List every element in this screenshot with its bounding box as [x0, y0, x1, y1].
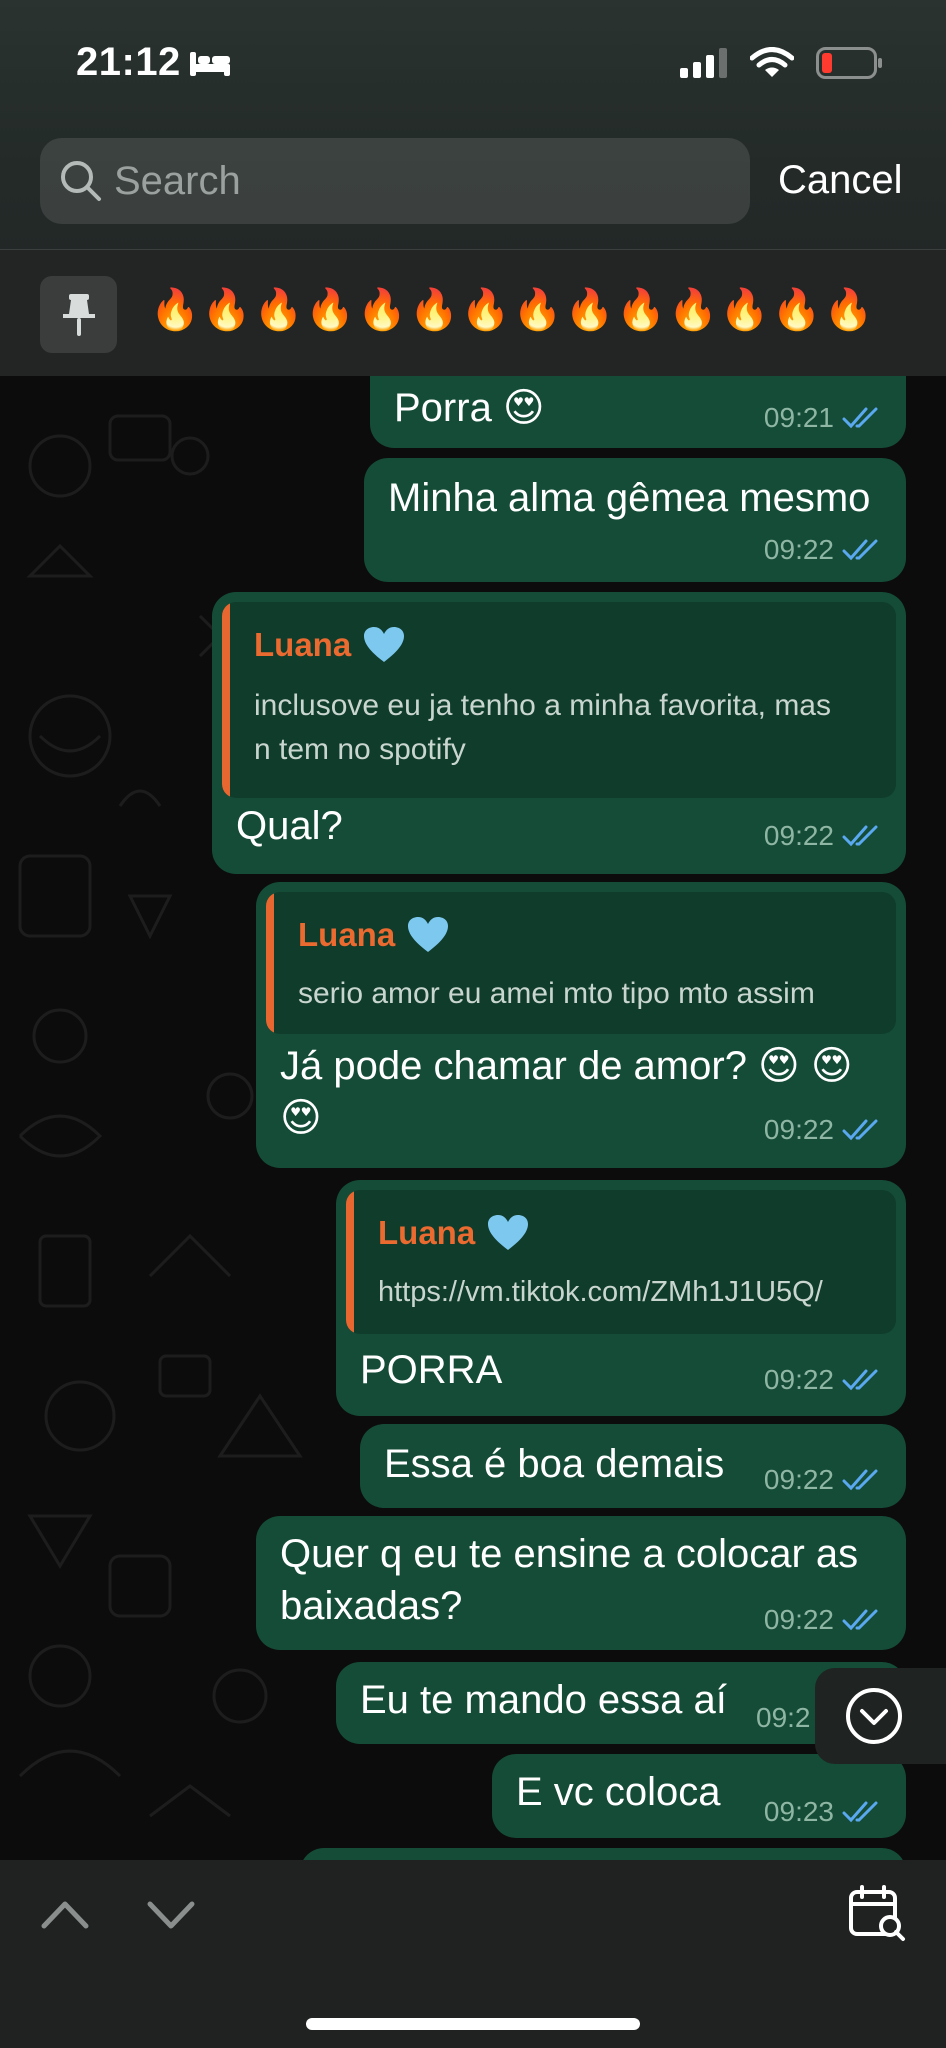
- message-bubble[interactable]: [300, 1848, 906, 1860]
- search-input[interactable]: [114, 138, 714, 224]
- message-time: 09:22: [763, 1114, 834, 1145]
- message-time: 09:22: [763, 820, 834, 851]
- message-text: Porra 😍: [394, 386, 545, 430]
- message-bubble[interactable]: [256, 882, 906, 1168]
- message-meta: [764, 1464, 882, 1496]
- search-results-toolbar: [0, 1860, 946, 2048]
- blue-heart-icon: [407, 916, 449, 954]
- read-receipt-icon: [842, 1801, 882, 1823]
- message-meta: [764, 534, 882, 566]
- reply-text: serio amor eu amei mto tipo mto assim: [298, 977, 815, 1010]
- message-meta: [756, 1702, 811, 1734]
- message-bubble[interactable]: [336, 1180, 906, 1416]
- reply-author: Luana: [254, 626, 405, 664]
- read-receipt-icon: [842, 407, 882, 429]
- status-icons: [680, 46, 882, 80]
- calendar-search-icon[interactable]: [848, 1884, 906, 1942]
- message-time: 09:22: [763, 534, 834, 565]
- message-text: Quer q eu te ensine a colocar as: [280, 1532, 859, 1576]
- blue-heart-icon: [363, 626, 405, 664]
- message-text: Essa é boa demais: [384, 1442, 725, 1486]
- previous-result-button[interactable]: [40, 1890, 90, 1940]
- pinned-message-text: 🔥🔥🔥🔥🔥🔥🔥🔥🔥🔥🔥🔥🔥🔥: [150, 288, 876, 332]
- chat-area[interactable]: [0, 376, 946, 1860]
- blue-heart-icon: [487, 1214, 529, 1252]
- message-time: 09:22: [763, 1364, 834, 1395]
- reply-link[interactable]: https://vm.tiktok.com/ZMh1J1U5Q/: [378, 1276, 823, 1308]
- message-meta: [764, 1604, 882, 1636]
- read-receipt-icon: [842, 1369, 882, 1391]
- read-receipt-icon: [842, 825, 882, 847]
- message-bubble[interactable]: [360, 1424, 906, 1508]
- message-meta: [764, 1796, 882, 1828]
- pinned-message-bar[interactable]: [0, 250, 946, 376]
- message-text: 😍: [280, 1096, 322, 1140]
- read-receipt-icon: [842, 1119, 882, 1141]
- message-bubble[interactable]: [212, 592, 906, 874]
- message-text: Já pode chamar de amor? 😍 😍: [280, 1044, 853, 1088]
- search-bar: [0, 138, 946, 224]
- read-receipt-icon: [842, 539, 882, 561]
- chevron-down-circle-icon: [845, 1687, 903, 1745]
- message-time: 09:22: [763, 1464, 834, 1495]
- pin-icon: [40, 276, 117, 353]
- cancel-button[interactable]: Cancel: [778, 158, 903, 202]
- scroll-to-bottom-button[interactable]: [815, 1668, 946, 1764]
- message-time: 09:21: [763, 402, 834, 433]
- reply-accent-bar: [266, 892, 274, 1034]
- message-meta: [764, 820, 882, 852]
- message-text: Eu te mando essa aí: [360, 1678, 727, 1722]
- message-meta: [764, 1114, 882, 1146]
- reply-quote[interactable]: [266, 892, 896, 1034]
- reply-author: Luana: [378, 1214, 529, 1252]
- reply-quote[interactable]: [222, 602, 896, 798]
- wifi-icon: [750, 47, 794, 79]
- search-icon: [58, 158, 104, 204]
- cellular-signal-icon: [680, 48, 728, 78]
- search-field[interactable]: [40, 138, 750, 224]
- header: [0, 0, 946, 376]
- message-time: 09:23: [763, 1796, 834, 1827]
- status-time: 21:12: [76, 40, 181, 84]
- next-result-button[interactable]: [146, 1890, 196, 1940]
- reply-quote[interactable]: [346, 1190, 896, 1334]
- read-receipt-icon: [842, 1469, 882, 1491]
- message-meta: [764, 1364, 882, 1396]
- message-text: PORRA: [360, 1348, 503, 1392]
- read-receipt-icon: [842, 1609, 882, 1631]
- message-text: E vc coloca: [516, 1770, 721, 1814]
- message-text: Qual?: [236, 804, 343, 848]
- reply-accent-bar: [222, 602, 230, 798]
- reply-text: inclusove eu ja tenho a minha favorita, mas: [254, 689, 831, 722]
- reply-accent-bar: [346, 1190, 354, 1334]
- reply-text: n tem no spotify: [254, 733, 466, 766]
- message-bubble[interactable]: [492, 1754, 906, 1838]
- home-indicator[interactable]: [306, 2018, 640, 2030]
- message-bubble[interactable]: [256, 1516, 906, 1650]
- sleep-focus-icon: [188, 48, 232, 78]
- message-time: 09:2: [756, 1702, 811, 1733]
- message-meta: [764, 402, 882, 434]
- battery-low-icon: [816, 47, 882, 79]
- message-text: baixadas?: [280, 1584, 463, 1628]
- message-bubble[interactable]: [364, 458, 906, 582]
- message-text: Minha alma gêmea mesmo: [388, 476, 871, 520]
- message-bubble[interactable]: [370, 376, 906, 448]
- message-time: 09:22: [763, 1604, 834, 1635]
- reply-author: Luana: [298, 916, 449, 954]
